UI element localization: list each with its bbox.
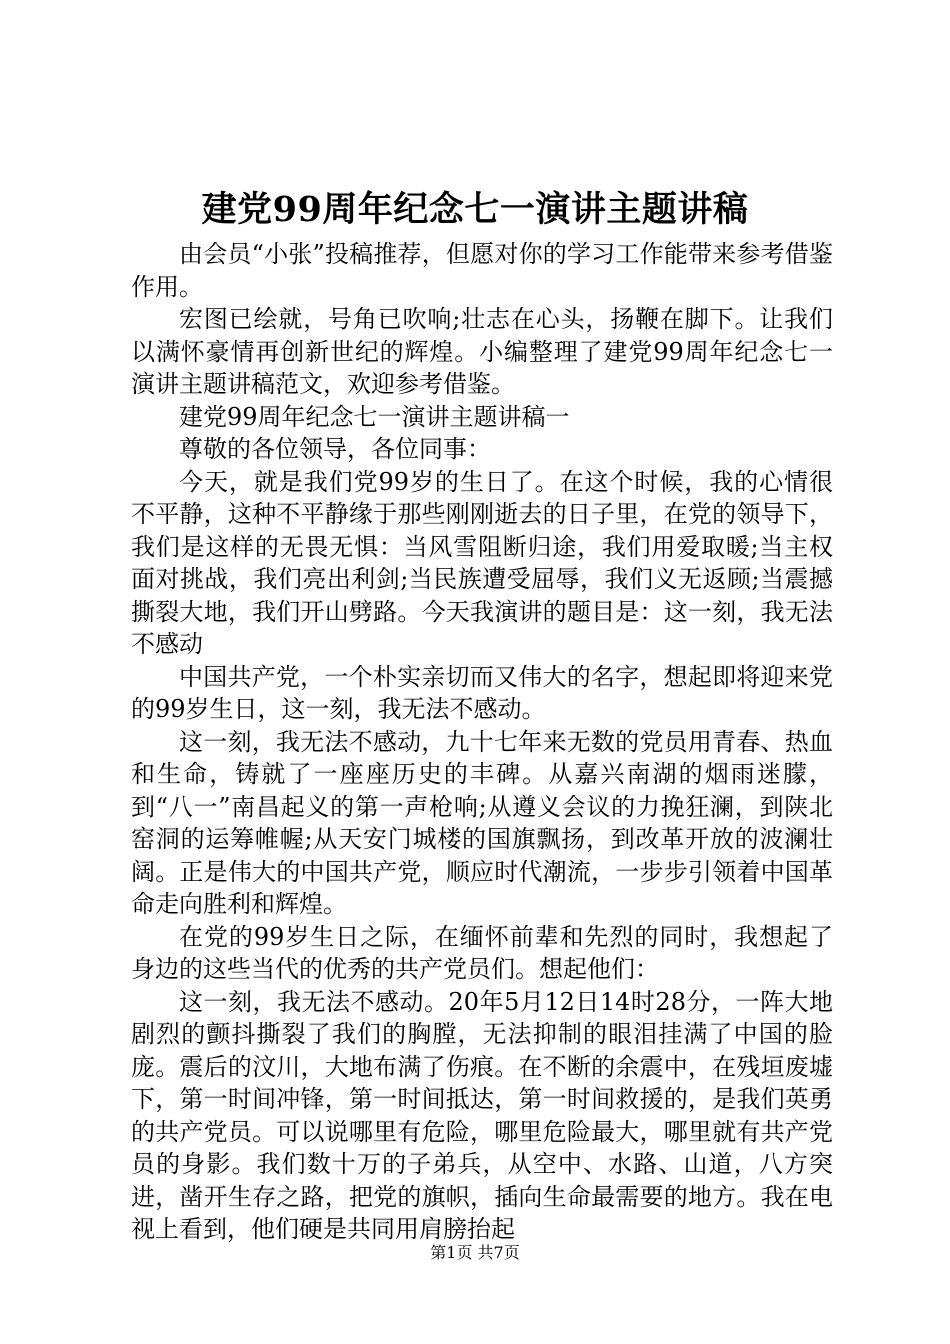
paragraph: 今天，就是我们党99岁的生日了。在这个时候，我的心情很不平静，这种不平静缘于那些刚刚逝去的日子里，在党的领导下，我们是这样的无畏无惧：当风雪阻断归途，我们用爱取暖;当主权面对挑战，我们亮出利剑;当民族遭受屈辱，我们义无返顾;当震撼撕裂大地，我们开山劈路。今天我演讲的题目是：这一刻，我无法不感动 [131, 467, 833, 658]
paragraph: 建党99周年纪念七一演讲主题讲稿一 [179, 402, 570, 431]
document-body [131, 238, 833, 1246]
paragraph: 由会员“小张”投稿推荐，但愿对你的学习工作能带来参考借鉴作用。 [131, 240, 833, 301]
page-footer: 第1页 共7页 [430, 1243, 520, 1262]
paragraph: 尊敬的各位领导，各位同事： [179, 435, 491, 463]
paragraph: 宏图已绘就，号角已吹响;壮志在心头，扬鞭在脚下。让我们以满怀豪情再创新世纪的辉煌。小编整理了建党99周年纪念七一演讲主题讲稿范文，欢迎参考借鉴。 [131, 305, 833, 398]
paragraph: 这一刻，我无法不感动，九十七年来无数的党员用青春、热血和生命，铸就了一座座历史的丰碑。从嘉兴南湖的烟雨迷朦，到“八一”南昌起义的第一声枪响;从遵义会议的力挽狂澜，到陕北窑洞的运筹帷幄;从天安门城楼的国旗飘扬，到改革开放的波澜壮阔。正是伟大的中国共产党，顺应时代潮流，一步步引领着中国革命走向胜利和辉煌。 [131, 727, 833, 918]
document-title: 建党99周年纪念七一演讲主题讲稿 [201, 189, 749, 230]
paragraph: 这一刻，我无法不感动。20年5月12日14时28分，一阵大地剧烈的颤抖撕裂了我们的胸膛，无法抑制的眼泪挂满了中国的脸庞。震后的汶川，大地布满了伤痕。在不断的余震中，在残垣废墟下，第一时间冲锋，第一时间抵达，第一时间救援的，是我们英勇的共产党员。可以说哪里有危险，哪里危险最大，哪里就有共产党员的身影。我们数十万的子弟兵，从空中、水路、山道，八方突进，凿开生存之路，把党的旗帜，插向生命最需要的地方。我在电视上看到，他们硬是共同用肩膀抬起 [131, 987, 833, 1243]
paragraph: 中国共产党，一个朴实亲切而又伟大的名字，想起即将迎来党的99岁生日，这一刻，我无法不感动。 [131, 662, 833, 723]
paragraph: 在党的99岁生日之际，在缅怀前辈和先烈的同时，我想起了身边的这些当代的优秀的共产党员们。想起他们： [131, 922, 833, 983]
